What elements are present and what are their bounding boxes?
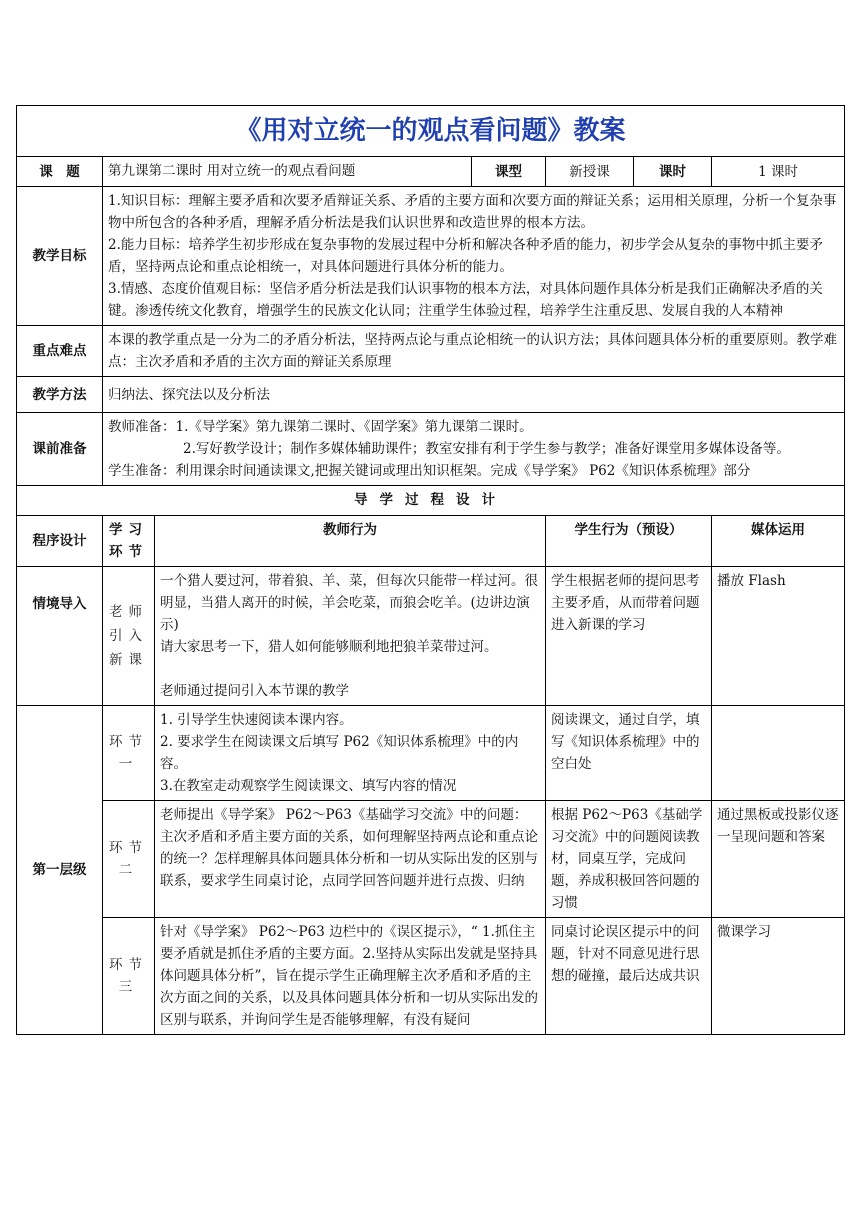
- step1-teacher-item: 3.在教室走动观察学生阅读课文、填写内容的情况: [160, 778, 457, 794]
- header-media: 媒体运用: [712, 516, 845, 567]
- step1-teacher-item: 2. 要求学生在阅读课文后填写 P62《知识体系梳理》中的内容。: [160, 734, 519, 772]
- prep-content: [103, 413, 845, 486]
- prep-label: 课前准备: [17, 413, 103, 486]
- lesson-hours-value: 1 课时: [712, 157, 845, 187]
- step2-teacher: 老师提出《导学案》 P62～P63《基础学习交流》中的问题：主次矛盾和矛盾主要方面的关系，如何理解坚持两点论和重点论的统一？怎样理解具体问题具体分析和一切从实际出发的区别与联系，要求学生同桌讨论，点同学回答问题并进行点拨、归纳: [155, 801, 546, 918]
- header-student: 学生行为（预设）: [546, 516, 712, 567]
- header-teacher: 教师行为: [155, 516, 546, 567]
- lesson-label: 课 题: [17, 157, 103, 187]
- lesson-value: 第九课第二课时 用对立统一的观点看问题: [103, 157, 472, 187]
- teacher-prep-1: 教师准备：1.《导学案》第九课第二课时、《固学案》第九课第二课时。: [108, 419, 533, 435]
- intro-link: 老师引入新课: [103, 567, 155, 706]
- title-row: [17, 106, 845, 157]
- intro-student: 学生根据老师的提问思考主要矛盾，从而带着问题进入新课的学习: [546, 567, 712, 706]
- teacher-prep-2: 2.写好教学设计；制作多媒体辅助课件；教室安排有利于学生参与教学；准备好课堂用多媒体设备等。: [183, 441, 790, 457]
- step3-student: 同桌讨论误区提示中的问题，针对不同意见进行思想的碰撞，最后达成共识: [546, 918, 712, 1035]
- lesson-hours-label: 课时: [634, 157, 712, 187]
- methods-row: [17, 377, 845, 413]
- goals-label: 教学目标: [17, 187, 103, 326]
- goal-item: 1.知识目标：理解主要矛盾和次要矛盾辩证关系、矛盾的主要方面和次要方面的辩证关系；运用相关原理，分析一个复杂事物中所包含的各种矛盾，理解矛盾分析法是我们认识世界和改造世界的根本方法。: [108, 193, 837, 231]
- lesson-type-value: 新授课: [546, 157, 634, 187]
- process-section-title: 导学过程设计: [17, 486, 845, 516]
- intro-media: 播放 Flash: [712, 567, 845, 706]
- intro-teacher: [155, 567, 546, 706]
- goal-item: 2.能力目标：培养学生初步形成在复杂事物的发展过程中分析和解决各种矛盾的能力，初步学会从复杂的事物中抓主要矛盾，坚持两点论和重点论相统一，对具体问题进行具体分析的能力。: [108, 237, 823, 275]
- goals-content: [103, 187, 845, 326]
- methods-label: 教学方法: [17, 377, 103, 413]
- step1-media: [712, 706, 845, 801]
- step2-media: 通过黑板或投影仪逐一呈现问题和答案: [712, 801, 845, 918]
- section-title-row: [17, 486, 845, 516]
- lesson-type-label: 课型: [472, 157, 546, 187]
- step1-student: 阅读课文，通过自学，填写《知识体系梳理》中的空白处: [546, 706, 712, 801]
- intro-row: [17, 567, 845, 706]
- level1-program: 第一层级: [17, 706, 103, 1035]
- key-points-label: 重点难点: [17, 326, 103, 377]
- methods-text: 归纳法、探究法以及分析法: [103, 377, 845, 413]
- step2-link: 环节二: [103, 801, 155, 918]
- step1-teacher-item: 1. 引导学生快速阅读本课内容。: [160, 712, 353, 728]
- header-link: 学习环节: [103, 516, 155, 567]
- step3-teacher: 针对《导学案》 P62～P63 边栏中的《误区提示》，“ 1.抓住主要矛盾就是抓住矛盾的主要方面。2.坚持从实际出发就是坚持具体问题具体分析”，旨在提示学生正确理解主次矛盾和矛盾的主次方面之间的关系，以及具体问题具体分析和一切从实际出发的区别与联系，并询问学生是否能够理解，有没有疑问: [155, 918, 546, 1035]
- lesson-row: [17, 157, 845, 187]
- step3-media: 微课学习: [712, 918, 845, 1035]
- header-program: 程序设计: [17, 516, 103, 567]
- step1-link: 环节一: [103, 706, 155, 801]
- key-points-row: [17, 326, 845, 377]
- step3-link: 环节三: [103, 918, 155, 1035]
- lesson-plan-table: [16, 105, 845, 1035]
- page-title: 《用对立统一的观点看问题》教案: [17, 106, 845, 157]
- key-points-text: 本课的教学重点是一分为二的矛盾分析法，坚持两点论与重点论相统一的认识方法；具体问题具体分析的重要原则。教学难点：主次矛盾和矛盾的主次方面的辩证关系原理: [103, 326, 845, 377]
- intro-teacher-note: 老师通过提问引入本节课的教学: [160, 683, 349, 699]
- step1-teacher: [155, 706, 546, 801]
- level1-step1-row: [17, 706, 845, 801]
- step2-student: 根据 P62～P63《基础学习交流》中的问题阅读教材，同桌互学，完成问题，养成积极回答问题的习惯: [546, 801, 712, 918]
- intro-teacher-question: 请大家思考一下，猎人如何能够顺利地把狼羊菜带过河。: [160, 639, 498, 655]
- process-header-row: [17, 516, 845, 567]
- goals-row: [17, 187, 845, 326]
- intro-teacher-story: 一个猎人要过河，带着狼、羊、菜，但每次只能带一样过河。很明显，当猎人离开的时候，羊会吃菜，而狼会吃羊。(边讲边演示): [160, 573, 538, 633]
- level1-step2-row: [17, 801, 845, 918]
- prep-row: [17, 413, 845, 486]
- intro-program: 情境导入: [17, 567, 103, 706]
- student-prep: 学生准备：利用课余时间通读课文,把握关键词或理出知识框架。完成《导学案》 P62《知识体系梳理》部分: [108, 463, 751, 479]
- level1-step3-row: [17, 918, 845, 1035]
- goal-item: 3.情感、态度价值观目标：坚信矛盾分析法是我们认识事物的根本方法，对具体问题作具体分析是我们正确解决矛盾的关键。渗透传统文化教育，增强学生的民族文化认同；注重学生体验过程，培养学生注重反思、发展自我的人本精神: [108, 281, 823, 319]
